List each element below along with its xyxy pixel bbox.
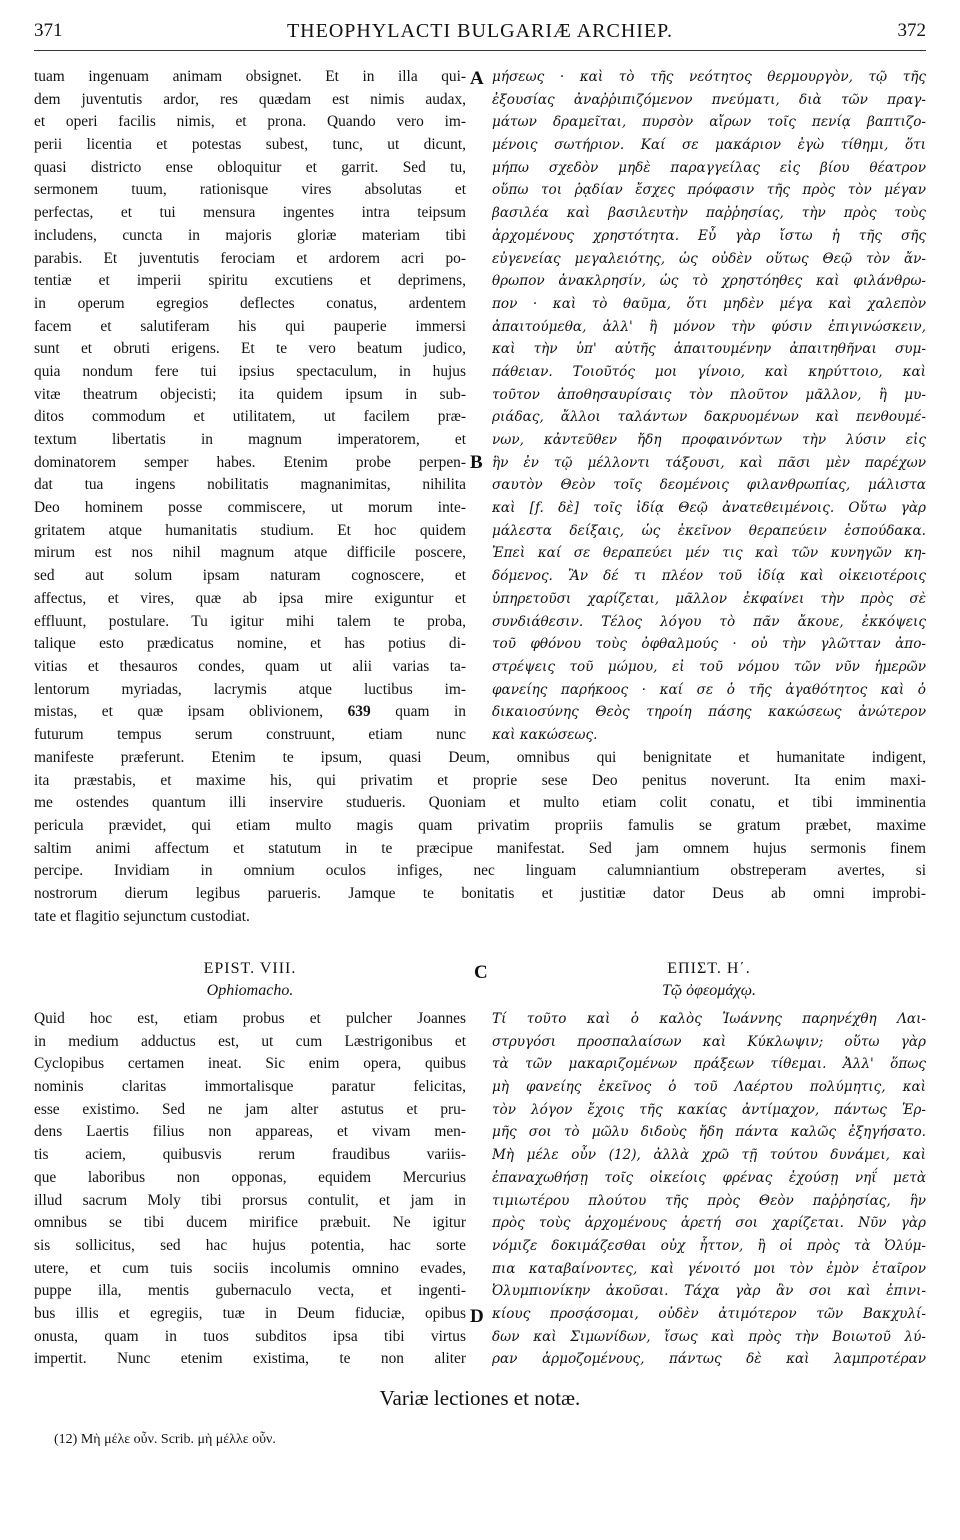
text-line: esse existimo. Sed ne jam alter astutus et pru- [34,1100,466,1118]
text-line: dem juventutis ardor, res quædam est nimis audax, [34,90,466,108]
text-line: Τί τοῦτο καὶ ὁ καλὸς Ἰωάννης παρηνέχθη Λαι- [492,1011,926,1027]
text-line: dat tua ingens nobilitatis magnanimitas, nihilita [34,476,466,494]
running-header [34,20,926,52]
greek-column-bottom [492,1008,926,1371]
text-line: ραν ἁρμοζομένους, πάντως δὲ καὶ λαμπροτέραν [492,1351,926,1368]
notes-title: Variæ lectiones et notæ. [379,1386,581,1410]
text-line: saltim animi affectum et statutum in te præcipue manifestat. Sed jam omnem hujus sermonis finem [34,839,926,857]
text-line: mirum est nos nihil magnum atque difficile poscere, [34,544,466,562]
text-line: me ostendes quantum illi inservire studueris. Quoniam et multo etiam colit conatu, et tibi imminentia [34,794,926,812]
text-line: τοῦ φθόνου τοὺς ὀφθαλμούς · οὐ τὴν γλῶτταν ἀπο- [492,636,926,653]
text-line: effluunt, postulare. Tu igitur mihi talem te proba, [34,612,466,630]
text-line: στρέψεις τοῦ μώμου, εἰ τοῦ νόμου τῶν νῦν ἡμερῶν [492,658,926,675]
text-line: νων, κἀντεῦθεν ἤδη προφαινόντων τὴν λύσιν εἰς [492,432,926,448]
text-line: illud sacrum Moly tibi prorsus contulit, et jam in [34,1191,466,1209]
text-line [34,701,466,724]
text-line: perii licentia et potestas subest, tunc, ut dicunt, [34,136,466,154]
text-line: tuam ingenuam animam obsignet. Et in illa qui- [34,68,466,85]
text-line: πάθειαν. Τοιοῦτός μοι γίνοιο, καὶ κηρύττοιο, καὶ [492,363,926,380]
text-line: μένοις σωτήριον. Καί σε μακάριον ἐγὼ τίθημι, ὅτι [492,137,926,154]
text-line: sis sollicitus, sed hac hujus potentia, hac sorte [34,1236,466,1254]
text-line: μῆς σοι τὸ μῶλυ διδοὺς ἤδη πάντα καλῶς ἐξηγήσατο. [492,1124,926,1141]
text-line: δων καὶ Σιμωνίδων, ἴσως καὶ πρὸς τὴν Βοιωτοῦ λύ- [492,1328,926,1345]
text-line: ita præstabis, et maxime his, qui privatim et proprie sese Deo penitus noverunt. Ita enim maxi- [34,771,926,789]
text-line: manifeste præferunt. Etenim te ipsum, quasi Deum, omnibus qui benignitate et humanitate indigent, [34,749,926,766]
text-line: σαυτὸν Θεὸν τοῖς δεομένοις φιλανθρωπίας, μάλιστα [492,477,926,494]
text-line: bus illis et egregiis, tuæ in Deum fiduciæ, opibus [34,1304,466,1322]
text-line: ἀπαιτούμεθα, ἀλλ' ἢ μόνον τὴν φύσιν ἐπιγινώσκειν, [492,318,926,335]
text-fragment: mistas, et quæ ipsam oblivionem, [34,703,348,721]
epistle-subtitle-latin: Ophiomacho. [206,982,294,999]
text-line: δικαιοσύνης Θεὸς τηροίη πάσης κακώσεως ἀνώτερον [492,704,926,721]
text-line: onusta, quam in tuos subditos ipsa tibi virtus [34,1327,466,1345]
text-line: τὰ τῶν μακαριζομένων πράξεων τίθεμαι. Ἀλλ' ὅπως [492,1056,926,1073]
text-line: omnibus se tibi ducem mirifice præbuit. Ne igitur [34,1214,466,1232]
text-line: καὶ [f. δὲ] τοῖς ἰδίᾳ Θεῷ ἀνατεθειμένοις. Οὕτω γὰρ [492,500,926,517]
text-line: ditos commodum et utilitatem, ut facilem præ- [34,408,466,426]
text-line: ἐπαναχωθήσῃ τοῖς οἰκείοις φρένας ἐχούσῃ νηΐ μετὰ [492,1169,926,1186]
text-line: συνδιάθεσιν. Τέλος λόγου τὸ πᾶν ἄκουε, ἐκκόψεις [492,613,926,630]
text-line: οὕπω τοι ῥᾳδίαν ἔσχες πρόφασιν τῆς πρὸς τὸν μέγαν [492,182,926,199]
greek-column-top [492,66,926,747]
margin-letter-b: B [470,452,483,473]
text-line: perfectas, et tui mensura ingentes intra teipsum [34,204,466,222]
text-line: φανείης παρήκοος · καί σε ὁ τῆς ἀγαθότητος καὶ ὁ [492,681,926,698]
epistle-title-latin: EPIST. VIII. [203,960,297,977]
text-line: εὐγενείας μεγαλειότης, ὡς οὐδὲν οὕτως Θεῷ τὸν ἄν- [492,250,926,267]
text-line: tentiæ et imperii spiritu excutiens et deprimens, [34,272,466,290]
text-line: dens Laertis filius non appareas, et vivam men- [34,1123,466,1141]
text-line: θρωπον ἀνακλρησίν, ὡς τὸ χρηστόηθες καὶ φιλάνθρω- [492,273,926,290]
text-line: ριάδας, ἄλλοι ταλάντων δακρυομένων καὶ πενθουμέ- [492,409,926,426]
margin-letter-a: A [470,68,484,89]
text-line: nominis claritas immortalisque paratur felicitas, [34,1078,466,1096]
text-line: percipe. Invidiam in omnium oculos infiges, nec linguam calumniantium obstreperam avertes, si [34,862,926,880]
text-line: μάλεστα δείξαις, ὡς ἐκεῖνον θεραπεύειν ἐσπούδακα. [492,522,926,539]
text-line: sunt et obruti erigens. Et te vero beatum judico, [34,340,466,358]
text-line: Cyclopibus certamen ineat. Sic enim opera, quibus [34,1055,466,1073]
epistle-title-greek: ΕΠΙΣΤ. Η΄. [667,960,751,977]
epistle-subtitle-greek: Τῷ ὀφεομάχῳ. [661,982,757,999]
text-line: nostrorum dierum legibus parueris. Jamque te bonitatis et justitiæ dator Deus ab omni improbi- [34,885,926,903]
text-line: πον · καὶ τὸ θαῦμα, ὅτι μηδὲν μέγα καὶ χαλεπὸν [492,295,926,312]
epistle-heading-greek [492,958,926,1002]
text-line: μήσεως · καὶ τὸ τῆς νεότητος θερμουργὸν, τῷ τῆς [492,69,926,85]
text-line: vitæ theatrum objecisti; ita quidem ipsum in sub- [34,385,466,403]
text-line: δόμενος. Ἂν δέ τι πλέον τοῦ ἰδίᾳ καὶ οἰκειοτέροις [492,568,926,585]
text-line: Deo hominem posse commiscere, ut morum inte- [34,499,466,517]
text-line: καὶ κακώσεως. [492,726,598,743]
text-line: πια καταβαίνοντες, καὶ γένοιτό μοι τὸν ἐμὸν ἑταῖρον [492,1260,926,1277]
text-line: talique esto prædicatus nomine, et has potius di- [34,635,466,653]
text-line: Ὀλυμπιονίκην ἀκοῦσαι. Τάχα γὰρ ἂν σοι καὶ ἐπινι- [492,1283,926,1300]
text-line: facem et salutiferam his qui pauperie immersi [34,317,466,335]
text-line: μήπω σχεδὸν μηδὲ παραγγείλας εἰς βίου θέατρον [492,159,926,176]
text-line: κίους προσᾴσομαι, οὐδὲν ἀτιμότερον τῶν Βακχυλί- [492,1305,926,1322]
text-line: parabis. Et juventutis ferociam et ardorem acri po- [34,249,466,267]
text-line: tis aciem, quibusvis rerum fraudibus variis- [34,1146,466,1164]
text-line: sed aut solum ipsam naturam cognoscere, et [34,567,466,585]
text-line: καὶ τὴν ὑπ' αὐτῆς ἀπαιτουμένην ἀπαιτηθῆναι συμ- [492,341,926,358]
text-line: et operi facilis nimis, et prona. Quando vero im- [34,113,466,131]
text-line: in operum egregios deflectes conatus, ardentem [34,294,466,312]
text-line: dominatorem semper habes. Etenim probe perpen- [34,453,466,471]
column-marker-number: 639 [347,703,371,721]
text-line: affectus, et vires, quæ ab ipsa mire exiguntur et [34,589,466,607]
text-line: στρυγόσι προσπαλαίσων καὶ Κύκλωψιν; οὕτω γὰρ [492,1033,926,1050]
text-line: quia nondum fere tui ipsius spectaculum, in hujus [34,362,466,380]
text-line: Quid hoc est, etiam probus et pulcher Joannes [34,1010,466,1027]
text-line: τιμιωτέρου πλούτου τῆς πρὸς Θεὸν παῤῥησίας, ἣν [492,1192,926,1209]
text-line: puppe illa, mentis gubernaculo vecta, et ingenti- [34,1282,466,1300]
text-line: βασιλέα καὶ βασιλευτὴν παῤῥησίας, τὴν πρὸς τοὺς [492,205,926,222]
text-line: futurum tempus serum construunt, etiam nunc [34,725,466,743]
page-number-left: 371 [34,20,63,41]
text-line: ἀρχομένους χρηστότητα. Εὖ γὰρ ἴστω ἡ τῆς σῆς [492,227,926,244]
latin-full-width [34,747,926,929]
margin-letter-c: C [474,962,488,983]
text-line: in medium adductus est, ut cum Læstrigonibus et [34,1032,466,1050]
header-rule [34,50,926,51]
text-line: gritatem atque humanitatis studium. Et hoc quidem [34,521,466,539]
text-line: que laboribus non opponas, equidem Mercurius [34,1168,466,1186]
text-line: ἐξουσίας ἀναῤῥιπιζόμενον πνεύματι, διὰ τῶν πραγ- [492,91,926,108]
epistle-heading-latin [34,958,466,1002]
text-line: utere, et cum tuis sociis incolumis omnino evades, [34,1259,466,1277]
text-line: μὴ φανείης ἐκεῖνος ὁ τοῦ Λαέρτου πολύμητις, καὶ [492,1079,926,1096]
text-line: μάτων δραμεῖται, πυρσὸν αἴρων τοῖς πενίᾳ βαπτιζο- [492,114,926,131]
text-fragment: quam in [370,703,466,721]
text-line: textum libertatis in magnum imperatorem, et [34,431,466,448]
text-line: πρὸς τοὺς ἀρχομένους ἀρετή σοι χαρίζεται. Νῦν γὰρ [492,1215,926,1232]
page-number-right: 372 [897,20,926,41]
margin-letter-d: D [470,1306,484,1327]
text-line: sermonem tuum, rationisque vires absolutas et [34,181,466,199]
text-line: ὑπηρετοῦσι χαρίζεται, μᾶλλον ἐκφαίνει τὴν πρὸς σὲ [492,590,926,607]
text-line: pericula prævidet, qui etiam multo magis quam privatim propriis famulis se gratum præbet, maxime [34,817,926,835]
text-line: lentorum myriadas, lacrymis atque luctibus im- [34,680,466,698]
text-line: Μὴ μέλε οὖν (12), ἀλλὰ χρῶ τῇ τούτου δυνάμει, καὶ [492,1147,926,1164]
text-line: quasi districto ense obloquitur et garrit. Sed tu, [34,158,466,176]
text-line: impertit. Nunc etenim existima, te non aliter [34,1350,466,1368]
text-line: τοῦτον ἀποθησαυρίσαις τὸν πλοῦτον μᾶλλον, ἢ μυ- [492,386,926,403]
text-line: νόμιζε δοκιμάζεσθαι οὐχ ἧττον, ἢ οἱ πρὸς τὰ Ὀλύμ- [492,1237,926,1254]
text-line: Ἐπεὶ καί σε θεραπεύει μέν τις καὶ τῶν κυνηγῶν κη- [492,545,926,562]
text-line: τὸν λόγον ἔχοις τῆς κακίας ἀντίμαχον, πάντως Ἑρ- [492,1101,926,1118]
latin-column-bottom [34,1008,466,1371]
text-line: ἣν ἐν τῷ μέλλοντι τάξουσι, καὶ πᾶσι μὲν παρέχων [492,454,926,471]
text-line: tate et flagitio sejunctum custodiat. [34,907,250,925]
text-line: vitias et thesauros condes, quam ut alii varias ta- [34,657,466,675]
footnote: (12) Μὴ μέλε οὖν. Scrib. μὴ μέλλε οὖν. [54,1432,276,1447]
latin-column-top [34,66,466,747]
running-title: THEOPHYLACTI BULGARIÆ ARCHIEP. [286,20,674,42]
text-line: includens, cuncta in majoris gloriæ materiam tibi [34,226,466,244]
